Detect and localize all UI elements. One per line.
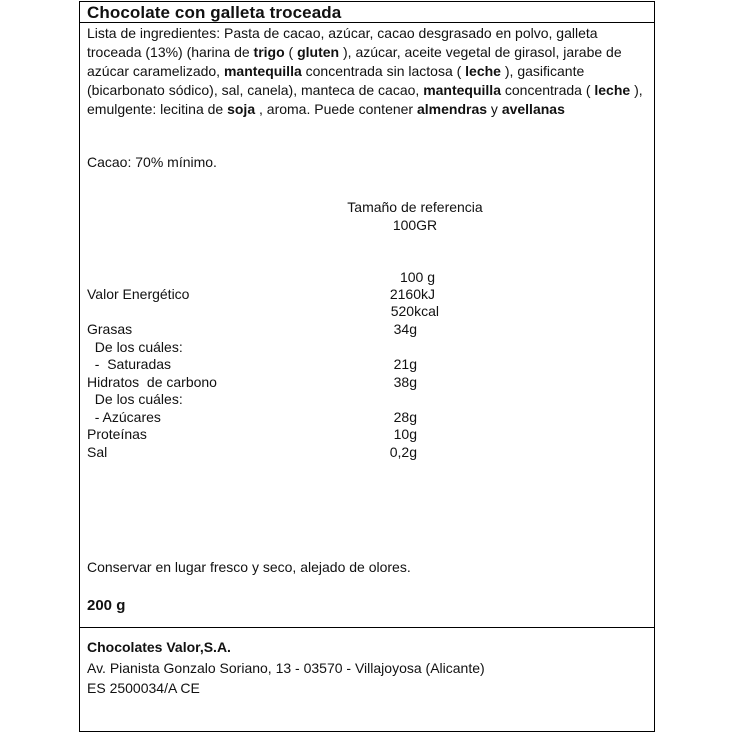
- allergen-text: almendras: [416, 101, 488, 117]
- nutrient-label: - Saturadas: [87, 356, 172, 372]
- storage-instructions: Conservar en lugar fresco y seco, alejado de olores.: [87, 559, 411, 575]
- reference-size-value: 100GR: [392, 217, 438, 233]
- energy-label: Valor Energético: [87, 286, 190, 302]
- nutrient-value: 28g: [393, 408, 417, 425]
- energy-kcal-value: 520kcal: [390, 303, 439, 319]
- allergen-text: gluten: [297, 44, 340, 60]
- registry-number: ES 2500034/A CE: [87, 680, 200, 696]
- net-weight: 200 g: [87, 597, 126, 614]
- allergen-text: avellanas: [501, 101, 565, 117]
- nutrient-label: De los cuáles:: [87, 391, 183, 407]
- ingredient-text: concentrada sin lactosa (: [301, 63, 466, 79]
- ingredient-text: Lista de ingredientes: Pasta de cacao, azúcar, cacao desgrasado en polvo, galleta troceada (13%) (harina de: [87, 25, 598, 60]
- title-divider: [79, 22, 655, 23]
- ingredient-text: , aroma. Puede contener: [255, 101, 417, 117]
- footer-divider: [79, 627, 655, 628]
- product-title: Chocolate con galleta troceada: [87, 3, 342, 22]
- ingredient-text: y: [487, 101, 502, 117]
- per-100g-header: 100 g: [399, 269, 435, 285]
- nutrient-label: Sal: [87, 443, 108, 460]
- allergen-text: mantequilla: [223, 63, 302, 79]
- allergen-text: soja: [227, 101, 256, 117]
- ingredient-text: ), azúcar, aceite vegetal de girasol, jarabe de azúcar caramelizado,: [87, 44, 622, 79]
- nutrient-label: Grasas: [87, 321, 133, 337]
- energy-kj-value: 2160kJ: [389, 286, 435, 302]
- allergen-text: mantequilla: [423, 82, 501, 98]
- nutrient-value: 34g: [393, 321, 417, 337]
- nutrient-value: 10g: [393, 426, 417, 442]
- company-name: Chocolates Valor,S.A.: [87, 639, 231, 655]
- ingredient-text: ), emulgente: lecitina de: [87, 82, 643, 117]
- ingredient-text: (: [284, 44, 298, 60]
- allergen-text: leche: [594, 82, 631, 98]
- nutrient-label: Hidratos de carbono: [87, 373, 217, 390]
- company-address: Av. Pianista Gonzalo Soriano, 13 - 03570 - Villajoyosa (Alicante): [87, 660, 485, 676]
- cacao-content: Cacao: 70% mínimo.: [87, 154, 217, 170]
- nutrient-value: 0,2g: [389, 443, 417, 460]
- ingredient-text: concentrada (: [500, 82, 595, 98]
- allergen-text: trigo: [253, 44, 285, 60]
- nutrient-label: - Azúcares: [87, 408, 161, 425]
- nutrient-label: Proteínas: [87, 426, 147, 442]
- nutrient-value: 38g: [393, 373, 417, 390]
- ingredients-list: [87, 24, 647, 119]
- nutrient-value: 21g: [393, 356, 417, 372]
- nutrient-label: De los cuáles:: [87, 338, 183, 355]
- reference-size-label: Tamaño de referencia: [347, 199, 483, 215]
- ingredient-text: ), gasificante (bicarbonato sódico), sal, canela), manteca de cacao,: [87, 63, 585, 98]
- allergen-text: leche: [465, 63, 501, 79]
